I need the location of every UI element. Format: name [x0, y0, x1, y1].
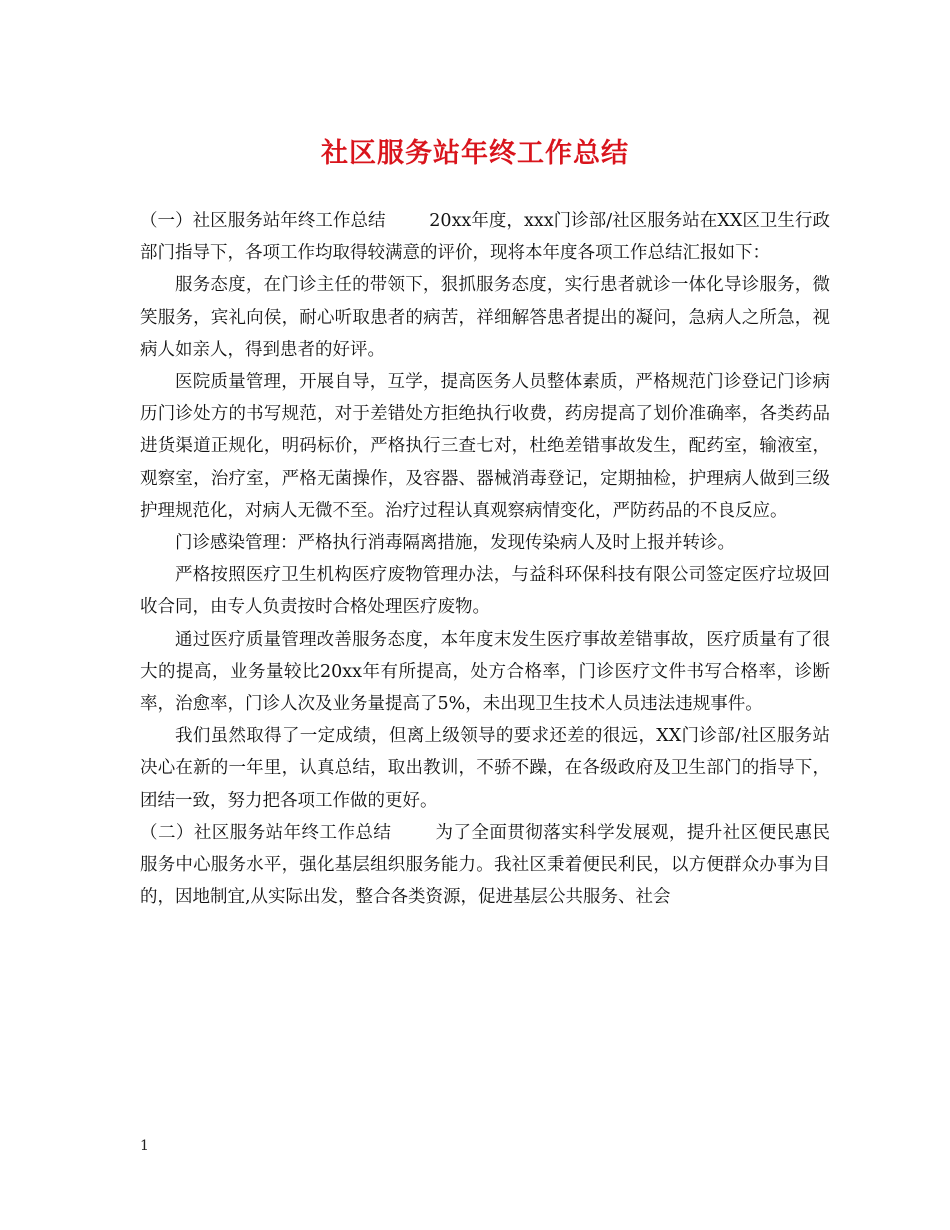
page-number: 1: [140, 1138, 149, 1154]
section-1-intro: 20xx年度，xxx门诊部/社区服务站在XX区卫生行政部门指导下，各项工作均取得较满意的评价，现将本年度各项工作总结汇报如下：: [140, 211, 830, 264]
body-paragraph-results: 通过医疗质量管理改善服务态度，本年度末发生医疗事故差错事故，医疗质量有了很大的提高，业务量较比20xx年有所提高，处方合格率，门诊医疗文件书写合格率，诊断率，治愈率，门诊人次及业务量提高了5%，未出现卫生技术人员违法违规事件。: [140, 629, 830, 715]
body-paragraph-outlook: 我们虽然取得了一定成绩，但离上级领导的要求还差的很远，XX门诊部/社区服务站决心在新的一年里，认真总结，取出教训，不骄不躁，在各级政府及卫生部门的指导下，团结一致，努力把各项工作做的更好。: [140, 726, 830, 811]
body-paragraph-service-attitude: 服务态度，在门诊主任的带领下，狠抓服务态度，实行患者就诊一体化导诊服务，微笑服务，宾礼向侯，耐心听取患者的病苦，祥细解答患者提出的凝问，急病人之所急，视病人如亲人，得到患者的好评。: [140, 275, 830, 360]
document-title: 社区服务站年终工作总结: [321, 138, 629, 169]
body-paragraph-medical-waste: 严格按照医疗卫生机构医疗废物管理办法，与益科环保科技有限公司签定医疗垃圾回收合同，由专人负责按时合格处理医疗废物。: [140, 565, 830, 618]
section-1-heading: （一）社区服务站年终工作总结: [140, 211, 386, 231]
document-body: [140, 205, 830, 913]
body-paragraph-infection-control: 门诊感染管理：严格执行消毒隔离措施，发现传染病人及时上报并转诊。: [175, 533, 735, 554]
section-2-paragraph: [140, 817, 830, 914]
section-2-intro: 为了全面贯彻落实科学发展观，提升社区便民惠民服务中心服务水平，强化基层组织服务能力。我社区秉着便民利民，以方便群众办事为目的，因地制宜,从实际出发，整合各类资源，促进基层公共服务、社会: [140, 822, 831, 908]
section-1-paragraph: [140, 205, 830, 269]
body-paragraph-quality-management: 医院质量管理，开展自导，互学，提高医务人员整体素质，严格规范门诊登记门诊病历门诊处方的书写规范，对于差错处方拒绝执行收费，药房提高了划价准确率，各类药品进货渠道正规化，明码标价，严格执行三查七对，杜绝差错事故发生，配药室，输液室，观察室，治疗室，严格无菌操作，及容器、器械消毒登记，定期抽检，护理病人做到三级护理规范化，对病人无微不至。治疗过程认真观察病情变化，严防药品的不良反应。: [140, 372, 830, 521]
section-2-heading: （二）社区服务站年终工作总结: [140, 822, 392, 843]
